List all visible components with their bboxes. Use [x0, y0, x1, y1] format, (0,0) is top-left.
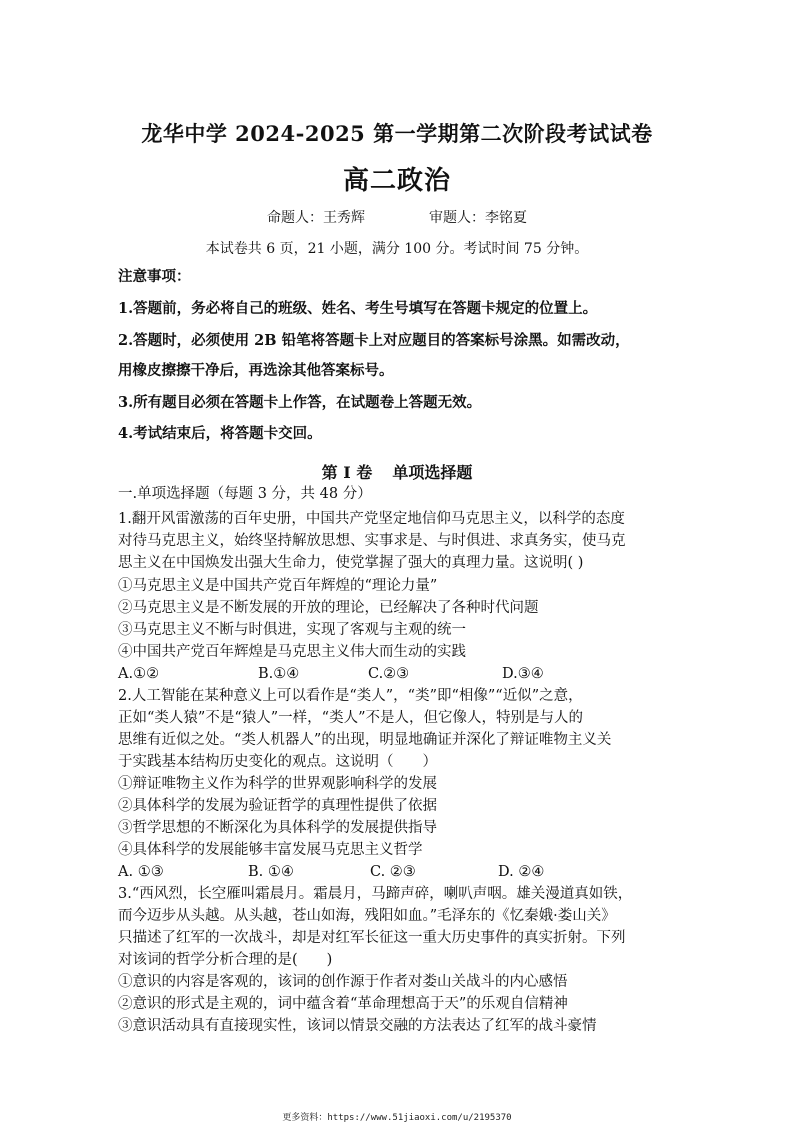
option-d: D. ②④ — [498, 864, 545, 880]
question-2-stem: 正如“类人猿”不是“猿人”一样，“类人”不是人，但它像人，特别是与人的 — [118, 710, 583, 726]
question-2-stem: 于实践基本结构历史变化的观点。这说明（ ） — [118, 754, 437, 770]
section-part: 第 I 卷 — [321, 463, 373, 482]
option-c: C.②③ — [368, 666, 410, 682]
option-b: B.①④ — [258, 666, 300, 682]
question-3-stem: 只描述了红军的一次战斗，却是对红军长征这一重大历史事件的真实折射。下列 — [118, 930, 626, 946]
reviewer-label: 审题人：李铭夏 — [429, 210, 527, 226]
note-item: 3.所有题目必须在答题卡上作答，在试题卷上答题无效。 — [118, 394, 482, 411]
option-a: A. ①③ — [118, 864, 164, 880]
note-item: 1.答题前，务必将自己的班级、姓名、考生号填写在答题卡规定的位置上。 — [118, 300, 598, 317]
question-3-statement: ①意识的内容是客观的，该词的创作源于作者对娄山关战斗的内心感悟 — [118, 974, 568, 990]
question-3-statement: ③意识活动具有直接现实性，该词以情景交融的方法表达了红军的战斗豪情 — [118, 1018, 597, 1034]
notes-heading: 注意事项： — [118, 268, 191, 285]
question-1-statement: ③马克思主义不断与时俱进，实现了客观与主观的统一 — [118, 622, 466, 638]
question-3-statement: ②意识的形式是主观的，词中蕴含着“革命理想高于天”的乐观自信精神 — [118, 996, 568, 1012]
option-b: B. ①④ — [248, 864, 294, 880]
note-item: 用橡皮擦擦干净后，再选涂其他答案标号。 — [118, 362, 394, 379]
question-2-stem: 思维有近似之处。“类人机器人”的出现，明显地确证并深化了辩证唯物主义关 — [118, 732, 612, 748]
question-3-stem: 3.“西风烈，长空雁叫霜晨月。霜晨月，马蹄声碎，喇叭声咽。雄关漫道真如铁， — [118, 886, 633, 902]
question-2-statement: ②具体科学的发展为验证哲学的真理性提供了依据 — [118, 798, 437, 814]
question-1-statement: ①马克思主义是中国共产党百年辉煌的“理论力量” — [118, 578, 438, 594]
option-a: A.①② — [118, 666, 160, 682]
question-1-stem: 1.翻开风雷激荡的百年史册，中国共产党坚定地信仰马克思主义，以科学的态度 — [118, 511, 625, 527]
author-line — [0, 207, 794, 227]
question-1-statement: ④中国共产党百年辉煌是马克思主义伟大而生动的实践 — [118, 644, 466, 660]
question-2-stem: 2.人工智能在某种意义上可以看作是“类人”，“类”即“相像”“近似”之意， — [118, 688, 583, 704]
option-d: D.③④ — [502, 666, 544, 682]
section-title — [0, 460, 794, 483]
question-2-statement: ①辩证唯物主义作为科学的世界观影响科学的发展 — [118, 776, 437, 792]
question-3-stem: 对该词的哲学分析合理的是( ) — [118, 952, 333, 968]
question-3-stem: 而今迈步从头越。从头越，苍山如海，残阳如血。”毛泽东的《忆秦娥·娄山关》 — [118, 908, 616, 924]
author-label: 命题人：王秀辉 — [267, 210, 365, 226]
footer-link[interactable]: 更多资料：https://www.51jiaoxi.com/u/2195370 — [282, 1113, 512, 1123]
question-1-statement: ②马克思主义是不断发展的开放的理论，已经解决了各种时代问题 — [118, 600, 539, 616]
option-c: C. ②③ — [370, 864, 416, 880]
question-1-stem: 思主义在中国焕发出强大生命力，使党掌握了强大的真理力量。这说明( ) — [118, 555, 584, 571]
section-intro: 一.单项选择题（每题 3 分，共 48 分） — [118, 486, 372, 502]
subject-title: 高二政治 — [342, 166, 451, 196]
note-item: 2.答题时，必须使用 2B 铅笔将答题卡上对应题目的答案标号涂黑。如需改动， — [118, 332, 630, 349]
exam-title: 龙华中学 2024-2025 第一学期第二次阶段考试试卷 — [141, 121, 653, 146]
question-2-statement: ③哲学思想的不断深化为具体科学的发展提供指导 — [118, 820, 437, 836]
section-name: 单项选择题 — [392, 463, 473, 482]
question-1-stem: 对待马克思主义，始终坚持解放思想、实事求是、与时俱进、求真务实，使马克 — [118, 533, 626, 549]
note-item: 4.考试结束后，将答题卡交回。 — [118, 425, 322, 442]
question-2-statement: ④具体科学的发展能够丰富发展马克思主义哲学 — [118, 842, 423, 858]
exam-info: 本试卷共 6 页，21 小题，满分 100 分。考试时间 75 分钟。 — [205, 241, 589, 257]
